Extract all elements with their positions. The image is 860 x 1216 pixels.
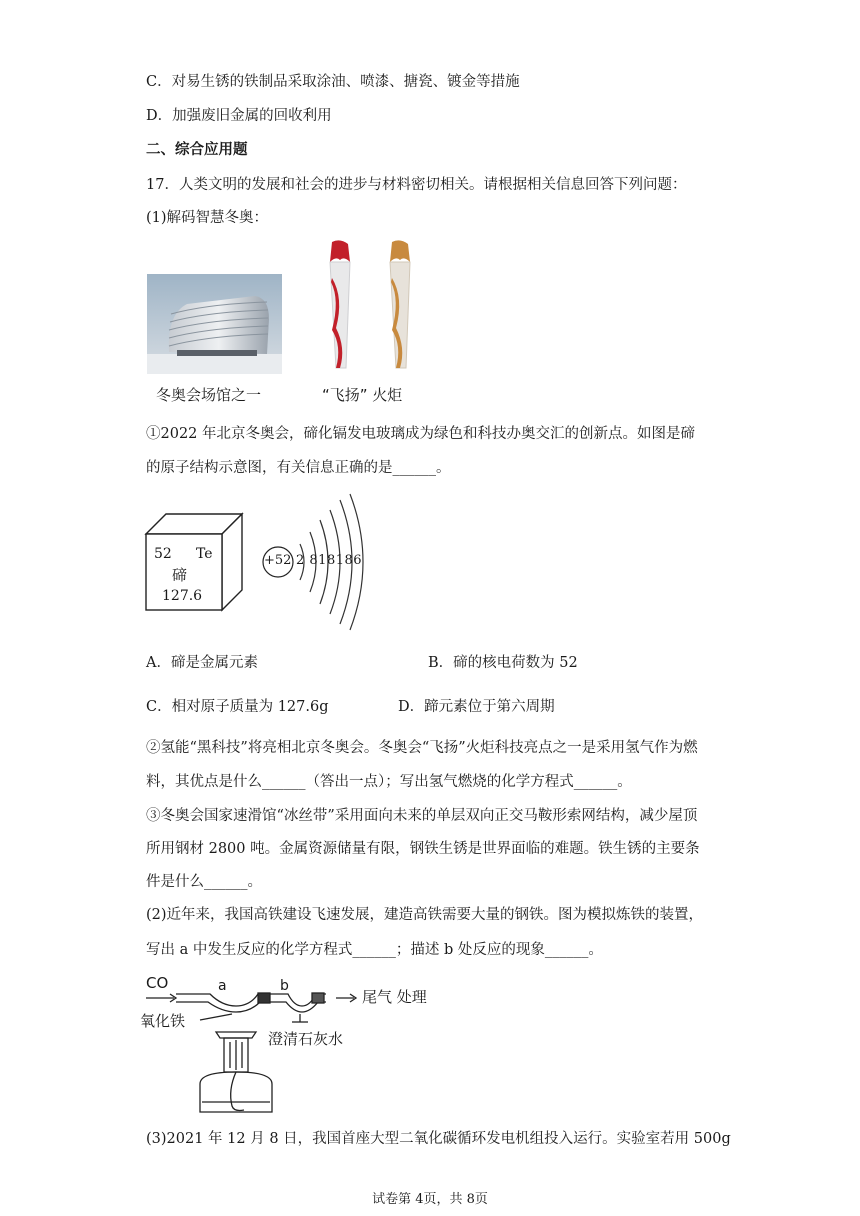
iron-smelting-apparatus	[140, 972, 440, 1120]
option-c-line: C．对易生锈的铁制品采取涂油、喷漆、搪瓷、镀金等措施	[146, 74, 520, 90]
choice-b: B．碲的核电荷数为 52	[428, 655, 578, 671]
tail-gas-label: 尾气 处理	[362, 988, 427, 1006]
part-2-line-1: (2)近年来，我国高铁建设飞速发展，建造高铁需要大量的钢铁。图为模拟炼铁的装置，	[146, 907, 704, 923]
sub-question-2-line-1: ②氢能“黑科技”将亮相北京冬奥会。冬奥会“飞扬”火炬科技亮点之一是采用氢气作为燃	[146, 740, 698, 756]
venue-caption: 冬奥会场馆之一	[156, 386, 262, 404]
label-b: b	[280, 978, 289, 994]
page-footer: 试卷第 4页，共 8页	[372, 1192, 488, 1207]
sub-question-3-line-2: 所用钢材 2800 吨。金属资源储量有限，钢铁生锈是世界面临的难题。铁生锈的主要条	[146, 841, 700, 857]
element-symbol: Te	[196, 546, 213, 562]
choice-d: D．蹄元素位于第六周期	[398, 699, 555, 715]
question-17: 17．人类文明的发展和社会的进步与材料密切相关。请根据相关信息回答下列问题：	[146, 177, 687, 193]
limewater-label: 澄清石灰水	[268, 1030, 344, 1048]
sub-question-3-line-3: 件是什么______。	[146, 874, 262, 890]
winter-olympics-venue-photo	[147, 274, 282, 374]
nucleus-charge: +52	[264, 553, 292, 568]
sub-question-1-line-1: ①2022 年北京冬奥会，碲化镉发电玻璃成为绿色和科技办奥交汇的创新点。如图是碲	[146, 426, 696, 442]
element-card-tellurium	[144, 512, 244, 612]
torch-caption: “飞扬” 火炬	[322, 386, 403, 404]
iron-oxide-label: 氧化铁	[140, 1012, 186, 1030]
option-d-line: D．加强废旧金属的回收利用	[146, 108, 332, 124]
electron-shells: 2 818186	[296, 553, 363, 568]
atomic-number: 52	[154, 546, 172, 562]
atomic-mass: 127.6	[162, 588, 203, 604]
choice-c: C．相对原子质量为 127.6g	[146, 699, 329, 715]
element-name: 碲	[172, 566, 188, 584]
part-3-line: (3)2021 年 12 月 8 日，我国首座大型二氧化碳循环发电机组投入运行。实验室若用 500g	[146, 1131, 731, 1147]
label-a: a	[218, 978, 227, 994]
section-heading: 二、综合应用题	[146, 141, 248, 158]
torch-gold-image	[380, 238, 420, 374]
sub-question-2-line-2: 料，其优点是什么______（答出一点）；写出氢气燃烧的化学方程式______。	[146, 774, 632, 790]
co-label: CO	[146, 974, 169, 992]
sub-question-3-line-1: ③冬奥会国家速滑馆“冰丝带”采用面向未来的单层双向正交马鞍形索网结构，减少屋顶	[146, 808, 698, 824]
part-1-heading: (1)解码智慧冬奥：	[146, 210, 269, 226]
torch-red-image	[320, 238, 360, 374]
atomic-structure-diagram	[258, 492, 378, 632]
sub-question-1-line-2: 的原子结构示意图，有关信息正确的是______。	[146, 460, 451, 476]
part-2-line-2: 写出 a 中发生反应的化学方程式______；描述 b 处反应的现象______。	[146, 942, 603, 958]
choice-a: A．碲是金属元素	[146, 655, 258, 671]
